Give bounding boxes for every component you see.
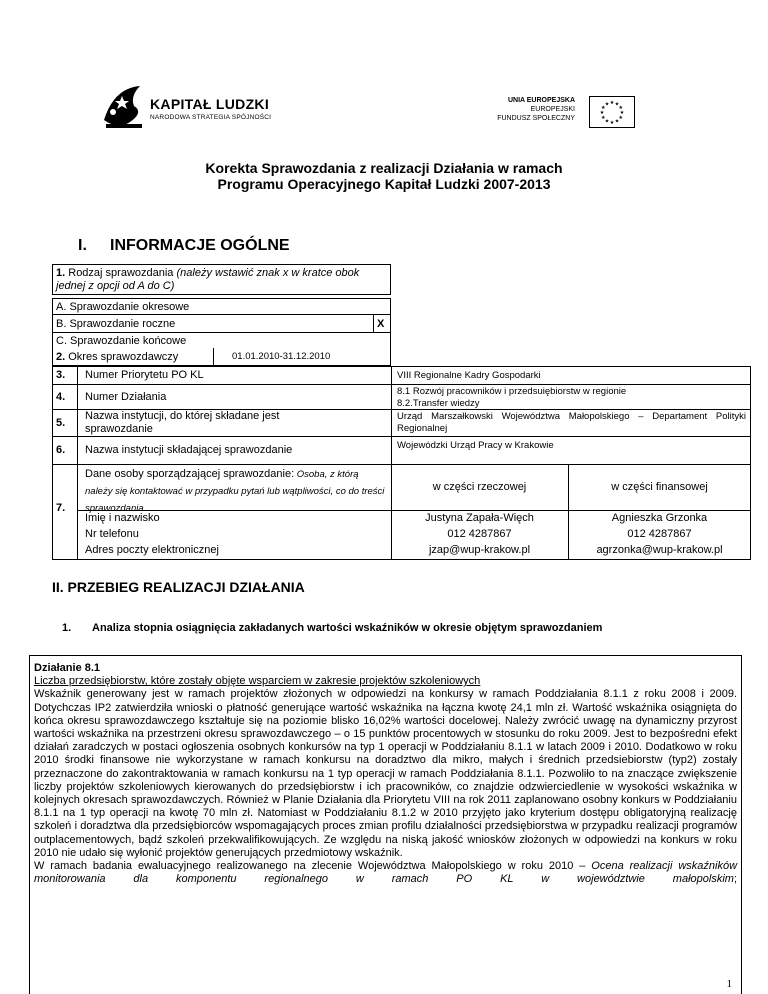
evaluation-title: Ocena realizacji wskaźników monitorowania dla komponentu regionalnego w ramach PO KL w województwie małopolskim xyxy=(34,860,738,886)
priority-value: VIII Regionalne Kadry Gospodarki xyxy=(397,370,541,381)
divider xyxy=(373,314,374,332)
svg-text:★: ★ xyxy=(601,115,606,121)
contact-person-intro xyxy=(85,466,385,517)
action-number-value: 8.1 Rozwój pracowników i przedsuiębiorstw w regionie 8.2.Transfer wiedzy xyxy=(397,386,627,409)
section-1-number: I. xyxy=(78,237,87,254)
submitting-institution-label: Nazwa instytucji składającej sprawozdanie xyxy=(85,444,293,456)
period-number: 2. xyxy=(56,351,66,363)
svg-text:★: ★ xyxy=(604,101,610,108)
svg-text:★: ★ xyxy=(614,118,620,125)
option-b: B. Sprawozdanie roczne xyxy=(56,318,176,330)
analysis-paragraph: Wskaźnik generowany jest w ramach projektów złożonych w odpowiedzi na konkursy w ramach Poddziałania 8.1.1 z roku 2008 i 2009. Dotychczas IP2 zatwierdziła wnioski o płatność generujące wartość wskaźnika na łączna kwotę 24,1 mln zł. Wartość wskaźnika osiągnięta do końca okresu sprawozdawczego kształtuje się na poziomie blisko 16,02% wartości docelowej. Należy zwrócić uwagę na dynamiczny przyrost wartości wskaźnika na przestrzeni okresu sprawozdawczego – o 15 punktów procentowych w stosunku do roku 2009. Jest to bezpośredni efekt działań zaradczych w postaci ogłoszenia osobnych konkursów na typ 1 operacji w Poddziałaniu 8.1.1 w latach 2009 i 2010. Dodatkowo w roku 2010 środki finansowe nie wykorzystane w ramach konkursu na doradztwo dla mikro, małych i średnich przedsiebiorstw (typ2) zostały przeznaczone do zakontraktowania w ramach konkursu na 1 typ operacji w ramach Poddziałania 8.1.1. Pozwoliło to na znaczące zwiększenie liczby projektów szkoleniowych kierowanych do przedsiębiorstw i ich pracowników, co znajdzie odzwierciedlenie w wysokości wskaźnika w kolejnych okresach sprawozdawczych. Również w Planie Działania dla Priorytetu VIII na rok 2011 zaplanowano osobny konkurs w Poddziałaniu 8.1.1 na 1 typ operacji na kwotę 70 mln zł. Natomiast w Poddziałaniu 8.1.2 w 2010 przyjęto jako kryterium dostępu obligatoryjną realizację szkoleń i doradztwa dla przedsiębiorców wspomagających proces zmian profilu działalności przedsiębiorstwa w przypadku realizacji programów outplacementowych, bądź szkoleń przekwalifikowujących. Ze względu na niską jakość wniosków złożonych w odpowiedzi na konkurs w roku 2010 nie udało się wyłonić projektów generujących przedmiotowy wskaźnik. xyxy=(34,688,737,859)
divider xyxy=(52,464,751,465)
divider xyxy=(52,314,391,315)
priority-label: Numer Priorytetu PO KL xyxy=(85,369,204,381)
option-a: A. Sprawozdanie okresowe xyxy=(56,301,190,313)
row-7-number: 7. xyxy=(56,502,66,514)
contact-a-name: Justyna Zapała-Więch xyxy=(425,512,534,524)
svg-text:★: ★ xyxy=(609,120,615,126)
divider xyxy=(77,366,78,560)
eu-line-2: EUROPEJSKI xyxy=(530,106,575,113)
svg-text:★: ★ xyxy=(619,110,625,116)
report-type-number: 1. xyxy=(56,267,66,279)
column-financial: w części finansowej xyxy=(611,481,708,493)
svg-text:★: ★ xyxy=(599,110,605,116)
eu-line-3: FUNDUSZ SPOŁECZNY xyxy=(497,115,575,122)
divider xyxy=(52,436,751,437)
evaluation-end: ; xyxy=(733,873,737,886)
section-1-label: INFORMACJE OGÓLNE xyxy=(110,237,290,254)
report-type-instruction: (należy wstawić znak x w kratce obok jednej z opcji od A do C) xyxy=(56,267,360,292)
period-value: 01.01.2010-31.12.2010 xyxy=(232,351,331,362)
report-type-question xyxy=(52,264,391,295)
subsection-1-label: Analiza stopnia osiągnięcia zakładanych wartości wskaźników w okresie objętym sprawozdaniem xyxy=(92,622,603,634)
period-label-text: Okres sprawozdawczy xyxy=(65,351,179,363)
eu-logo xyxy=(470,96,635,132)
section-1-heading xyxy=(78,237,290,255)
contact-a-phone: 012 4287867 xyxy=(447,528,512,540)
submitting-institution-value: Wojewódzki Urząd Pracy w Krakowie xyxy=(397,440,554,451)
svg-text:★: ★ xyxy=(609,100,615,106)
analysis-heading: Działanie 8.1 xyxy=(34,662,101,674)
contact-intro-text: Dane osoby sporządzającej sprawozdanie: xyxy=(85,468,295,480)
document-title-line-2: Programu Operacyjnego Kapitał Ludzki 2007-2013 xyxy=(217,176,551,192)
divider xyxy=(52,332,391,333)
svg-text:★: ★ xyxy=(614,101,620,108)
evaluation-paragraph xyxy=(34,860,737,886)
row-3-number: 3. xyxy=(56,369,66,381)
row-5-number: 5. xyxy=(56,417,66,429)
option-b-checkbox[interactable]: X xyxy=(377,318,385,330)
contact-a-email[interactable]: jzap@wup-krakow.pl xyxy=(428,544,531,556)
kapital-ludzki-emblem-icon xyxy=(100,82,148,132)
kapital-ludzki-subtitle: NARODOWA STRATEGIA SPÓJNOŚCI xyxy=(150,114,272,121)
subsection-1-number: 1. xyxy=(62,622,72,634)
eu-logo-text xyxy=(497,96,575,123)
svg-text:★: ★ xyxy=(601,105,606,111)
analysis-box xyxy=(29,655,742,994)
report-type-label: Rodzaj sprawozdania xyxy=(65,267,177,279)
svg-text:★: ★ xyxy=(604,118,610,125)
contact-phone-label: Nr telefonu xyxy=(85,528,139,540)
column-substantive: w części rzeczowej xyxy=(432,481,527,493)
option-c: C. Sprawozdanie końcowe xyxy=(56,335,187,347)
row-4-number: 4. xyxy=(56,391,66,403)
document-title-line-1: Korekta Sprawozdania z realizacji Działania w ramach xyxy=(205,160,563,176)
eu-line-1: UNIA EUROPEJSKA xyxy=(507,97,575,104)
contact-intro-note: Osoba, z którą należy się kontaktować w przypadku pytań lub wątpliwości, co do treści sprawozdania. xyxy=(85,469,385,514)
kapital-ludzki-logo xyxy=(100,82,272,132)
row-6-number: 6. xyxy=(56,444,66,456)
eu-flag-icon xyxy=(589,96,635,128)
page-number: 1 xyxy=(726,978,732,990)
divider xyxy=(213,348,214,366)
recipient-institution-label: Nazwa instytucji, do której składane jest sprawozdanie xyxy=(85,410,280,435)
contact-b-email[interactable]: agrzonka@wup-krakow.pl xyxy=(596,544,723,556)
period-label xyxy=(56,351,178,363)
evaluation-text: W ramach badania ewaluacyjnego realizowanego na zlecenie Województwa Małopolskiego w roku 2010 – xyxy=(34,860,592,873)
divider xyxy=(52,384,751,385)
subsection-1-heading xyxy=(62,622,602,634)
contact-b-name: Agnieszka Grzonka xyxy=(611,512,708,524)
action-number-label: Numer Działania xyxy=(85,391,167,403)
kapital-ludzki-title: KAPITAŁ LUDZKI xyxy=(150,96,270,112)
contact-name-label: Imię i nazwisko xyxy=(85,512,160,524)
indicator-title: Liczba przedsiębiorstw, które zostały objęte wsparciem w zakresie projektów szkoleniowych xyxy=(34,675,481,688)
svg-text:★: ★ xyxy=(618,115,623,121)
section-2-heading: II. PRZEBIEG REALIZACJI DZIAŁANIA xyxy=(52,579,305,595)
svg-text:★: ★ xyxy=(618,105,623,111)
contact-email-label: Adres poczty elektronicznej xyxy=(85,544,219,556)
recipient-institution-value: Urząd Marszałkowski Województwa Małopolskiego – Departament Polityki Regionalnej xyxy=(397,411,746,434)
document-title xyxy=(0,160,768,192)
contact-b-phone: 012 4287867 xyxy=(627,528,692,540)
